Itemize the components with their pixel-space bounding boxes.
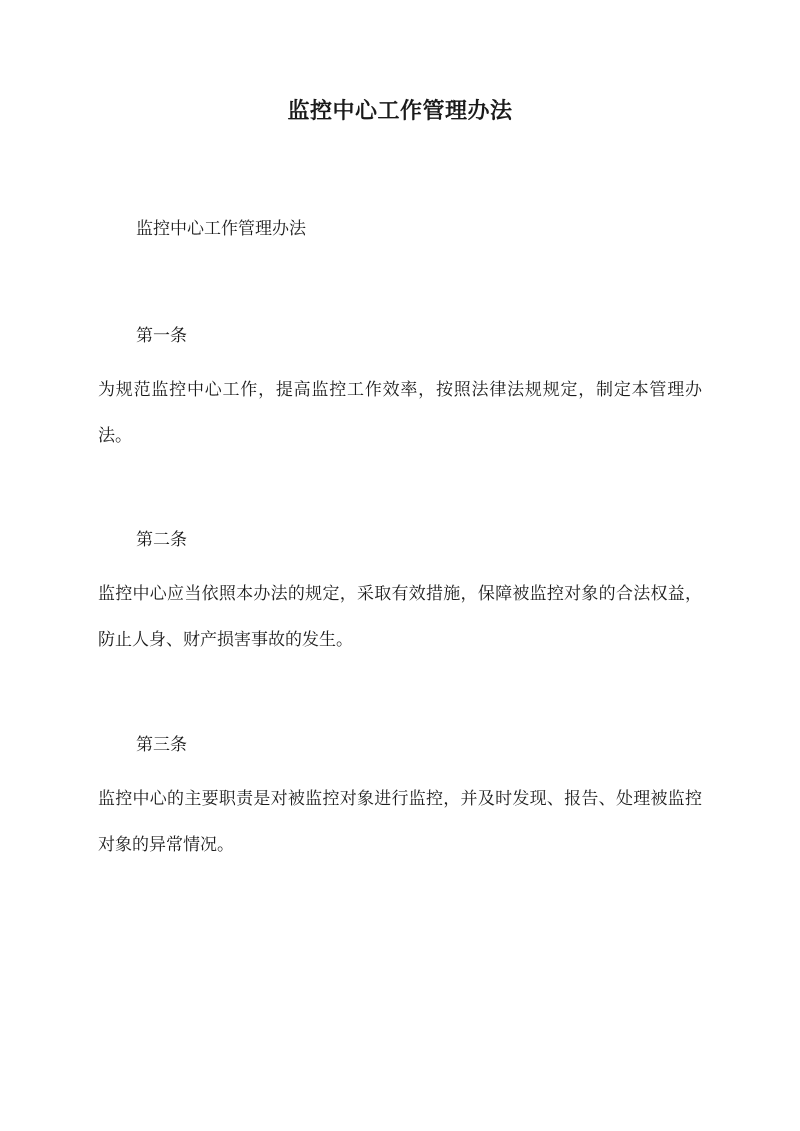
article-heading: 第二条 <box>136 530 187 550</box>
article-3 <box>98 732 702 868</box>
article-body: 为规范监控中心工作，提高监控工作效率，按照法律法规规定，制定本管理办法。 <box>98 380 702 446</box>
article-body: 监控中心的主要职责是对被监控对象进行监控，并及时发现、报告、处理被监控对象的异常情况。 <box>98 789 702 855</box>
document-title: 监控中心工作管理办法 <box>287 98 513 124</box>
article-heading: 第一条 <box>136 326 187 346</box>
article-body: 监控中心应当依照本办法的规定，采取有效措施，保障被监控对象的合法权益，防止人身、财产损害事故的发生。 <box>98 584 702 650</box>
article-1 <box>98 323 702 459</box>
article-2 <box>98 527 702 663</box>
article-heading: 第三条 <box>136 735 187 755</box>
document-subtitle: 监控中心工作管理办法 <box>136 219 306 239</box>
